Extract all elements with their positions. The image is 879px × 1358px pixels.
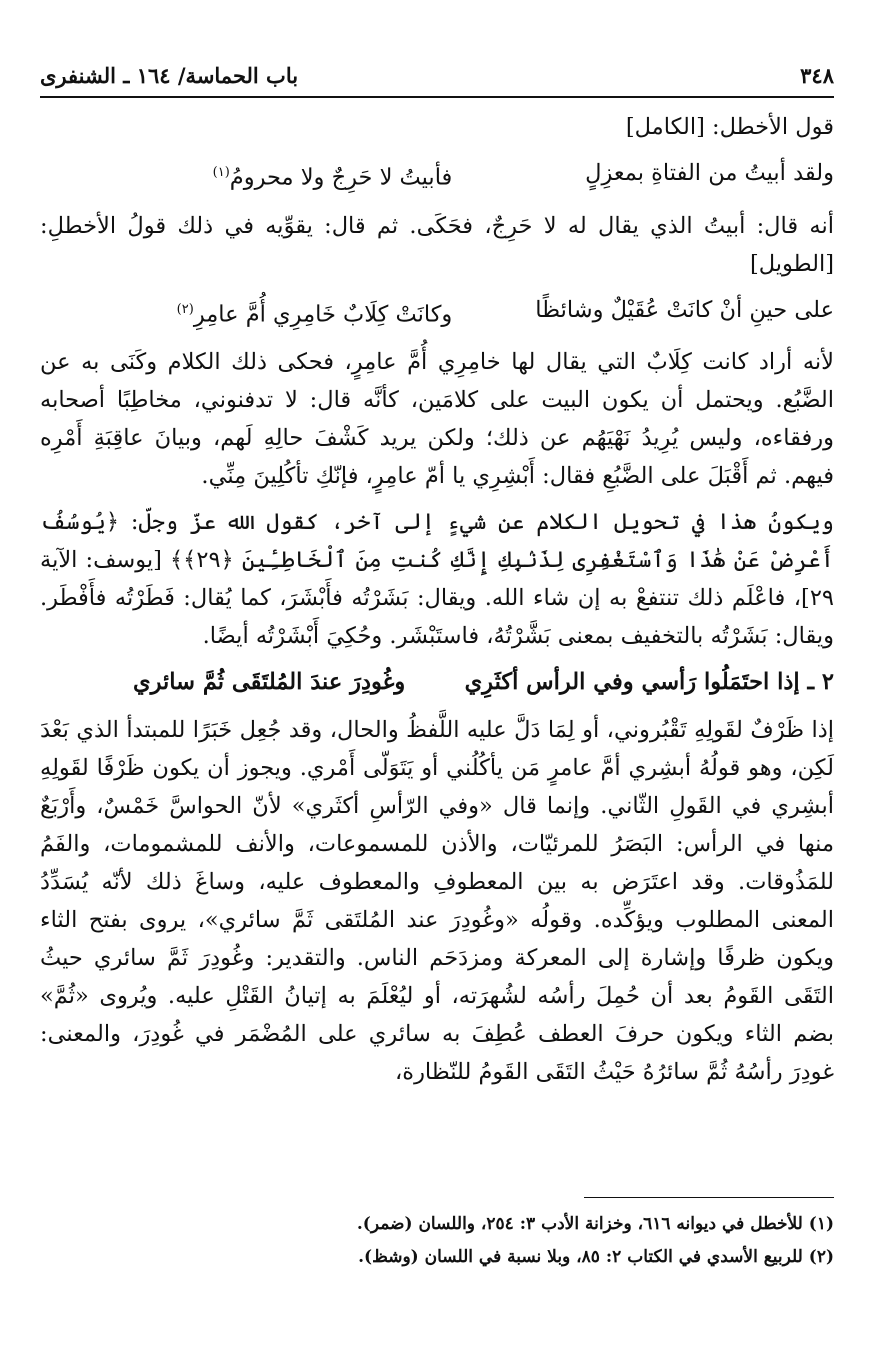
page-number: ٣٤٨: [800, 62, 834, 88]
verse-2-first-hemistich: على حينِ أنْ كانَتْ عُقَيْلٌ وشائظًا: [535, 296, 834, 323]
intro-line: قول الأخطل: [الكامل]: [625, 114, 834, 140]
verse-3: [40, 663, 834, 701]
verse-1-first-hemistich: ولقد أبيتُ من الفتاةِ بمعزِلٍ: [585, 160, 834, 186]
verse-3-first-hemistich: ٢ ـ إذا احتَمَلُوا رَأسي وفي الرأس أكثَرِي: [464, 669, 834, 695]
paragraph-3: ويكونُ هذا في تحويل الكلام عن شيءٍ إلى آخر، كقول الله عزّ وجلّ: ﴿يُوسُفُ أَعْرِضْ عَنْ هَٰذَا وَٱسْتَغْفِرِى لِذَنۢبِكِ إِنَّكِ كُنتِ مِنَ ٱلْخَاطِـِٔينَ ﴿٢٩﴾﴾ [يوسف: الآية ٢٩]، فاعْلَم ذلك تنتفعْ به إن شاء الله. ويقال: بَشَرْتُه فأَبْشَرَ، كما يُقال: فَطَرْتُه فأَفْطَر. ويقال: بَشَرْتُه بالتخفيف بمعنى بَشَّرْتُهُ، فاستَبْشَر. وحُكِيَ أَبْشَرْتُه أيضًا.: [40, 509, 834, 649]
main-text: [40, 108, 834, 1099]
footnote-rule: [584, 1197, 834, 1198]
verse-2-second-hemistich: وكانَتْ كِلَابٌ خَامِرِي أُمَّ عامِرِ$^{(٢)}$: [176, 301, 453, 327]
footnote-2: (٢) للربيع الأسدي في الكتاب ٢: ٨٥، وبلا نسبة في اللسان (وشظ).: [358, 1247, 834, 1267]
paragraph-4: إذا ظَرْفٌ لقَولِهِ تَقْبُروني، أو لِمَا دَلَّ عليه اللَّفظُ والحال، وقد جُعِل خَبَرًا للمبتدأ الذي بَعْدَ لَكِن، وهو قولُهُ أبشِري أمَّ عامرٍ مَن يأكُلُني أو يَتَوَلّى أَمْري. ويجوز أن يكون ظَرْفًا لقَولِهِ أبشِري في القَولِ الثّاني. وإنما قال «وفي الرّأسِ أكثَري» لأنّ الحواسَّ خَمْسٌ، وأَرْبَعٌ منها في الرأس: البَصَرُ للمرئيّات، والأذن للمسموعات، والأنف للمشمومات، والفَمُ للمَذُوقات. وقد اعتَرَض به بين المعطوفِ والمعطوف عليه، وساغَ ذلك لأنّه يُسَدِّدُ المعنى المطلوب ويؤكِّده. وقولُه «وغُودِرَ عند المُلتَقى ثَمَّ سائري»، يروى بفتح الثاء ويكون ظرفًا وإشارة إلى المعركة ومزدَحَم الناس. والتقدير: وغُودِرَ ثَمَّ سائري حيثُ التَقَى القَومُ بعد أن حُمِلَ رأسُه لشُهرَته، أو ليُعْلَمَ به إتيانُ القَتْلِ عليه. ويُروى «ثُمَّ» بضم الثاء ويكون حرفَ العطف عُطِفَ به سائري على المُضْمَر في غُودِرَ، والمعنى: غودِرَ رأسُهُ ثُمَّ سائرُهُ حَيْثُ التَقَى القَومُ للنّظارة،: [40, 717, 834, 1085]
paragraph-2: لأنه أراد كانت كِلَابٌ التي يقال لها خامِرِي أُمَّ عامِرٍ، فحكى ذلك الكلام وكَنَى به عن الضَّبُع. ويحتمل أن يكون البيت على كلامَين، كأنَّه قال: لا تدفنوني، مخاطِبًا أصحابه ورفقاءه، وليس يُرِيدُ نَهْيَهُم عن ذلك؛ ولكن يريد كَشْفَ حالِهِ لَهم، وبيانَ عاقِبَةِ أَمْرِه فيهم. ثم أَقْبَلَ على الضَّبُعِ فقال: أَبْشِرِي يا أمّ عامِرٍ، فإنّكِ تأكُلِينَ مِنِّي.: [40, 349, 834, 489]
footnote-ref-1: (١): [212, 165, 230, 180]
footnotes: [40, 1208, 834, 1274]
verse-2: [40, 291, 834, 334]
verse-1-second-hemistich: فأبيتُ لا حَرِجٌ ولا محرومُ$^{(١)}$: [212, 164, 453, 191]
footnote-ref-2: (٢): [176, 301, 194, 317]
page-header: [40, 55, 834, 95]
verse-1: [40, 154, 834, 197]
verse-3-second-hemistich: وغُودِرَ عندَ المُلتَقَى ثُمَّ سائري: [133, 669, 406, 695]
paragraph-1: أنه قال: أبيتُ الذي يقال له لا حَرِجٌ، فحَكَى. ثم قال: يقوِّيه في ذلك قولُ الأخطلِ: [الطويل]: [40, 212, 834, 277]
header-rule: [40, 96, 834, 98]
footnote-1: (١) للأخطل في ديوانه ٦١٦، وخزانة الأدب ٣: ٢٥٤، واللسان (ضمر).: [356, 1214, 834, 1234]
running-title: باب الحماسة/ ١٦٤ ـ الشنفرى: [40, 62, 299, 88]
